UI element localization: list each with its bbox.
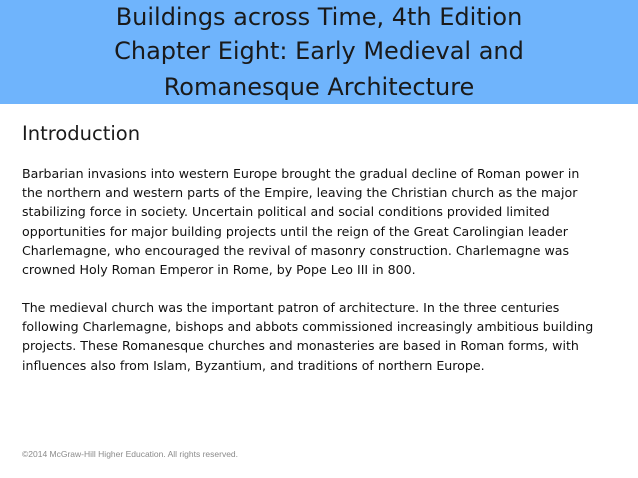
paragraph-line: stabilizing force in society. Uncertain political and social conditions provided limited bbox=[22, 204, 550, 220]
slide-title-line-1: Buildings across Time, 4th Edition bbox=[115, 3, 523, 31]
paragraph-2 bbox=[22, 298, 626, 375]
paragraph-line: projects. These Romanesque churches and monasteries are based in Roman forms, with bbox=[22, 338, 579, 354]
paragraph-line: Barbarian invasions into western Europe brought the gradual decline of Roman power in bbox=[22, 166, 580, 181]
copyright-notice: ©2014 McGraw-Hill Higher Education. All rights reserved. bbox=[22, 449, 239, 459]
section-heading: Introduction bbox=[22, 122, 141, 145]
paragraph-line: The medieval church was the important patron of architecture. In the three centuries bbox=[22, 300, 560, 315]
paragraph-line: influences also from Islam, Byzantium, and traditions of northern Europe. bbox=[22, 357, 485, 373]
slide-title-line-3: Romanesque Architecture bbox=[163, 73, 475, 101]
paragraph-line: following Charlemagne, bishops and abbots commissioned increasingly ambitious building bbox=[22, 319, 594, 335]
slide-title-line-2: Chapter Eight: Early Medieval and bbox=[114, 37, 524, 65]
paragraph-line: opportunities for major building projects until the reign of the Great Carolingian leader bbox=[22, 223, 568, 239]
paragraph-line: crowned Holy Roman Emperor in Rome, by Pope Leo III in 800. bbox=[22, 262, 416, 278]
paragraph-1 bbox=[22, 164, 626, 279]
paragraph-line: Charlemagne, who encouraged the revival of masonry construction. Charlemagne was bbox=[22, 242, 570, 258]
title-banner bbox=[0, 0, 638, 104]
paragraph-line: the northern and western parts of the Empire, leaving the Christian church as the major bbox=[22, 185, 578, 201]
